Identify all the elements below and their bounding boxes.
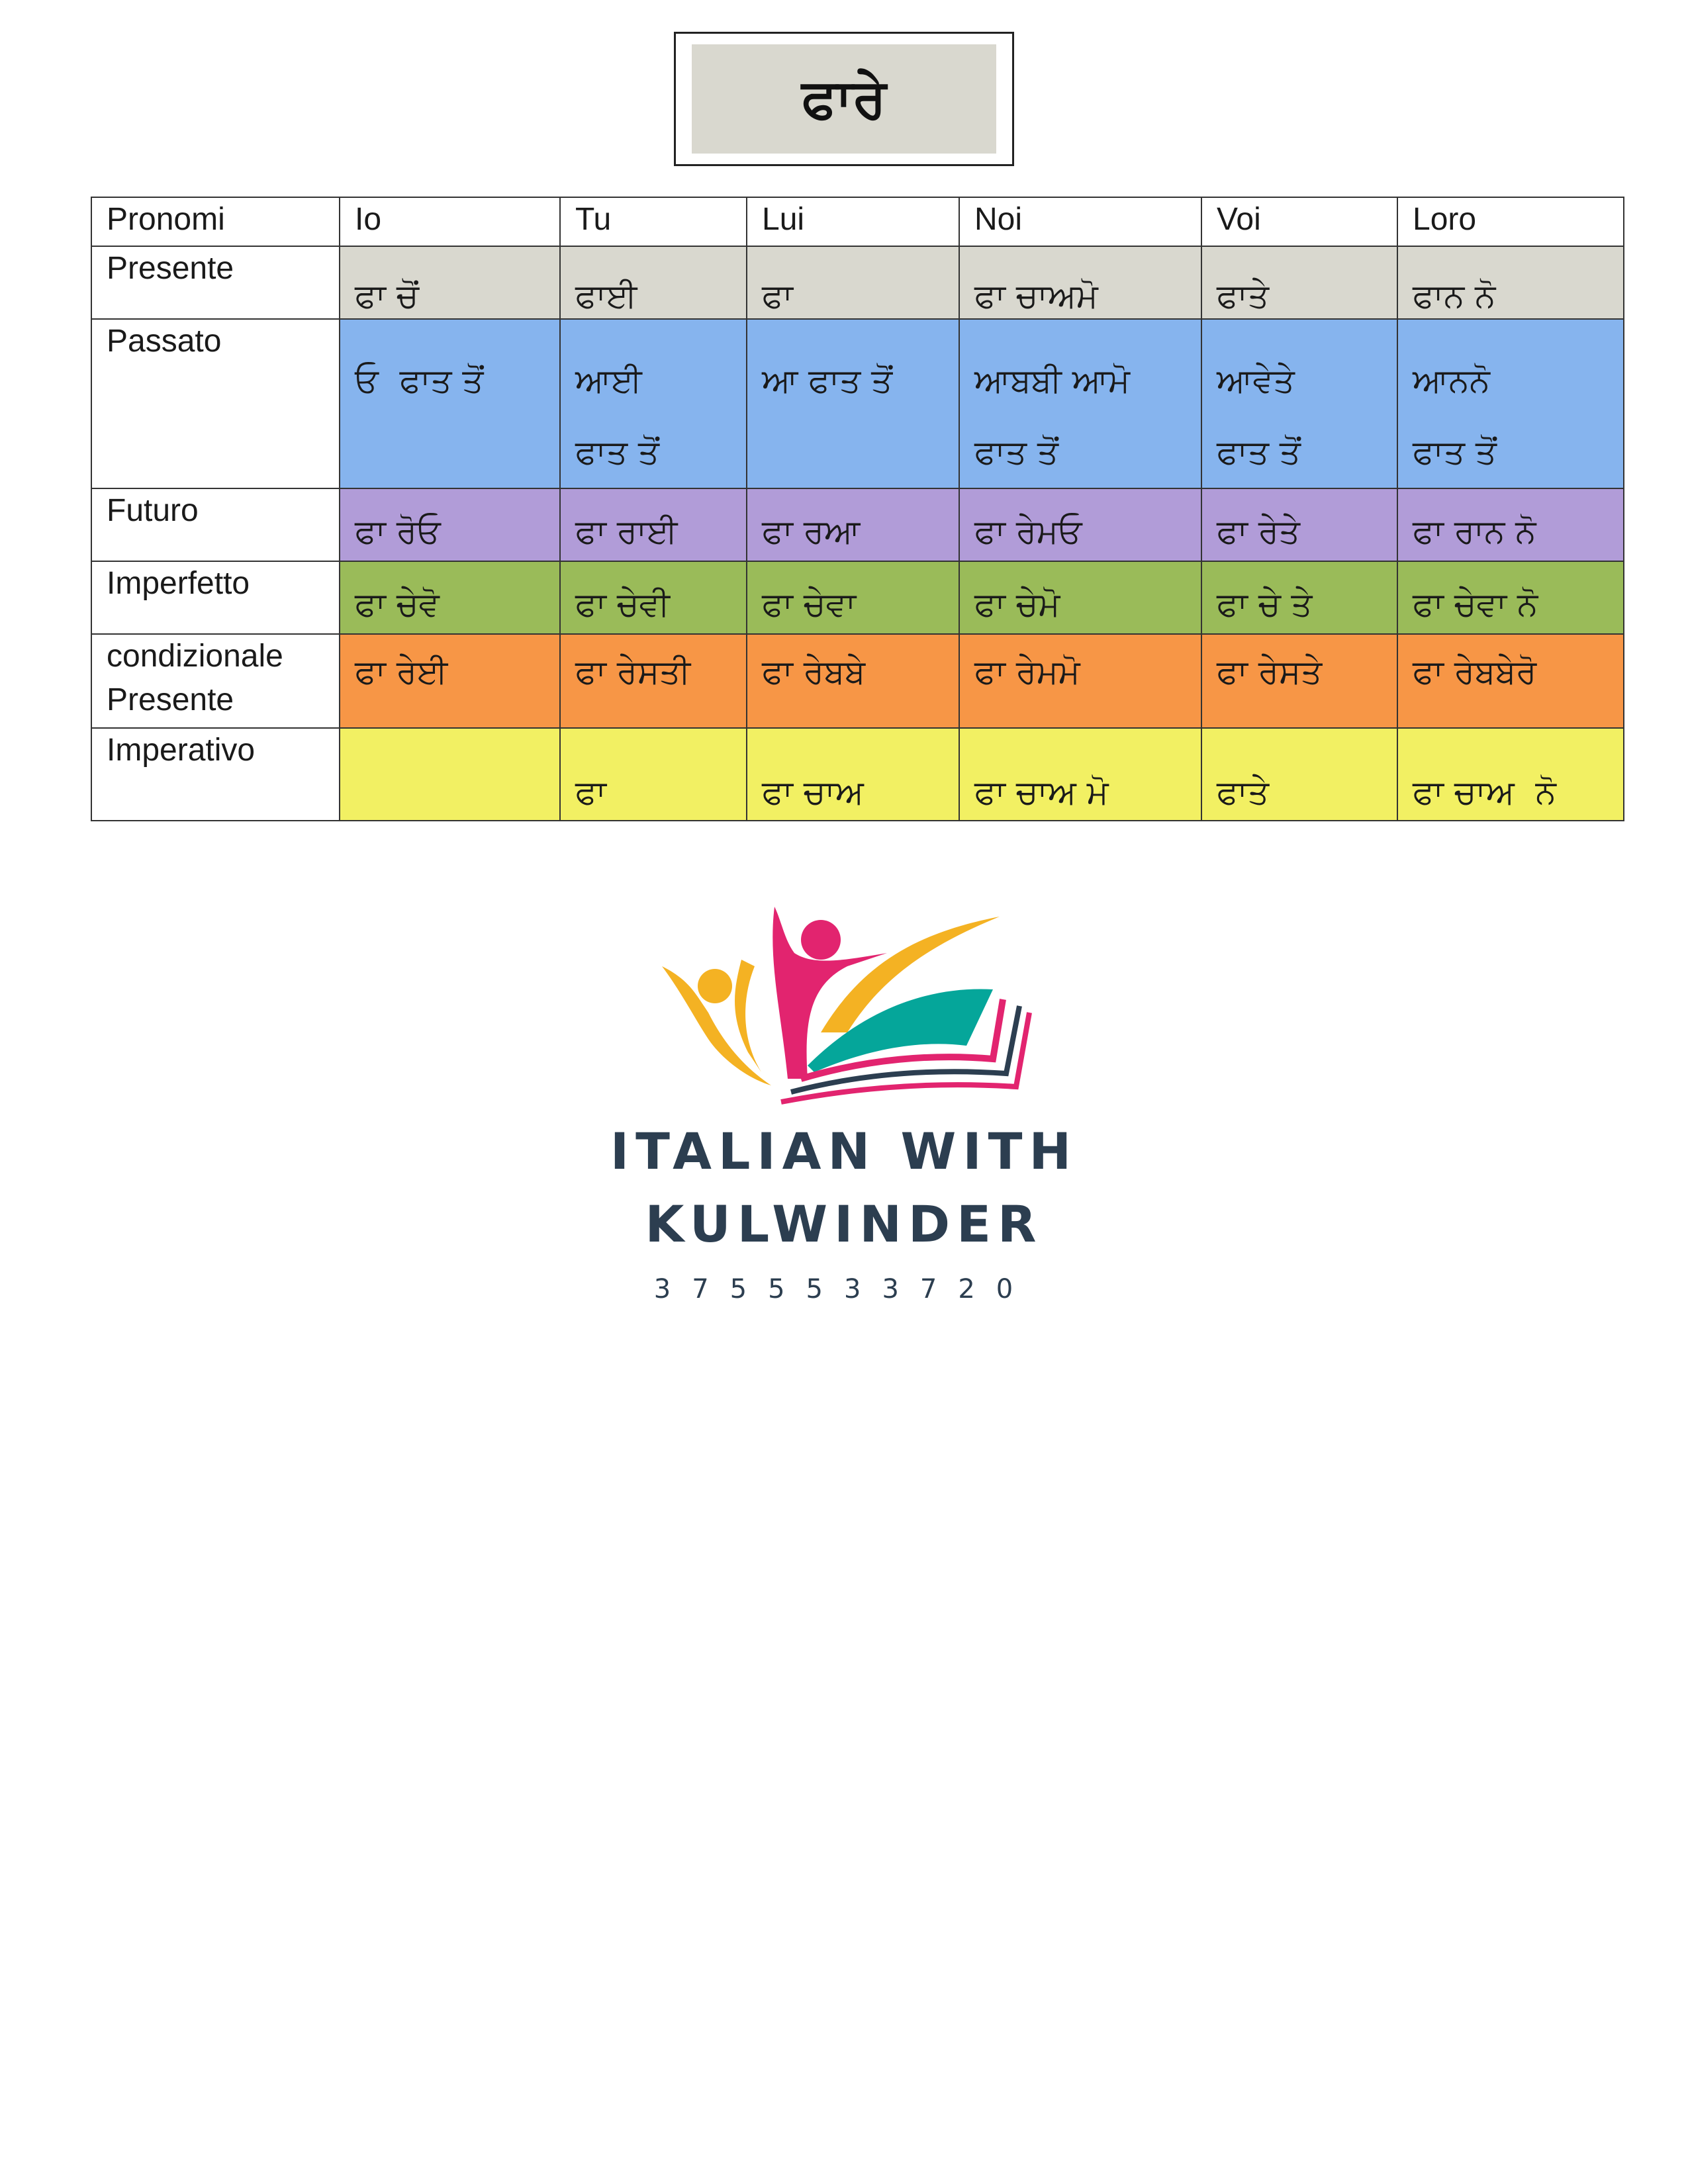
table-cell: ਫਾ ਚੇਵੋ xyxy=(340,561,560,634)
table-cell: ਫਾ ਚੇਮੋ xyxy=(959,561,1201,634)
table-cell: ਫਾਨ ਨੋ xyxy=(1397,246,1624,319)
table-cell: ਫਾ ਚਾਅ xyxy=(747,728,959,821)
table-cell: ਫਾ ਰਾਈ xyxy=(560,488,747,561)
header-lui: Lui xyxy=(747,197,959,246)
table-cell: ਫਾ ਰੇਸਤੀ xyxy=(560,634,747,728)
table-row xyxy=(91,246,1624,319)
table-cell: ਫਾ ਚੇਵੀ xyxy=(560,561,747,634)
table-cell: ਫਾ ਚਾਅਮੋ xyxy=(959,246,1201,319)
table-cell: ਫਾ ਰਆ xyxy=(747,488,959,561)
table-cell: ਫਾ ਰੋਓ xyxy=(340,488,560,561)
row-label: Passato xyxy=(91,319,340,488)
header-pronomi: Pronomi xyxy=(91,197,340,246)
table-cell: ਫਾਈ xyxy=(560,246,747,319)
conjugation-table xyxy=(91,197,1624,821)
brand-line-1: ITALIAN WITH xyxy=(610,1122,1078,1181)
table-cell: ਫਾ ਰੇਬਬੇ xyxy=(747,634,959,728)
table-cell: ਫਾ ਚੇ ਤੇ xyxy=(1201,561,1397,634)
table-cell: ਫਾ ਰੇਮਮੋ xyxy=(959,634,1201,728)
header-io: Io xyxy=(340,197,560,246)
table-cell: ਫਾ ਰੇਮਓ xyxy=(959,488,1201,561)
table-cell: ਫਾ xyxy=(560,728,747,821)
table-cell: ਫਾ ਚਾਅ ਨੋ xyxy=(1397,728,1624,821)
table-cell: ਫਾ ਰੇਤੇ xyxy=(1201,488,1397,561)
table-cell: ਫਾ ਰੇਬਬੇਰੋ xyxy=(1397,634,1624,728)
header-loro: Loro xyxy=(1397,197,1624,246)
row-label: Futuro xyxy=(91,488,340,561)
page-title: ਫਾਰੇ xyxy=(692,44,996,154)
table-row xyxy=(91,728,1624,821)
table-cell: ਫਾ ਚੇਵਾ xyxy=(747,561,959,634)
phone-number: 3755533720 xyxy=(653,1274,1035,1304)
header-noi: Noi xyxy=(959,197,1201,246)
table-row xyxy=(91,634,1624,728)
row-label: Presente xyxy=(91,246,340,319)
table-cell: ਫਾਤੇ xyxy=(1201,246,1397,319)
table-row xyxy=(91,488,1624,561)
yellow-figure-arm xyxy=(735,960,761,1072)
row-label: Imperfetto xyxy=(91,561,340,634)
table-cell xyxy=(340,728,560,821)
table-header-row xyxy=(91,197,1624,246)
table-row xyxy=(91,561,1624,634)
header-tu: Tu xyxy=(560,197,747,246)
table-cell: ਆਈ ਫਾਤ ਤੋਂ xyxy=(560,319,747,488)
row-label: condizionale Presente xyxy=(91,634,340,728)
table-cell: ਫਾ xyxy=(747,246,959,319)
table-cell: ਆਬਬੀ ਆਮੋ ਫਾਤ ਤੋਂ xyxy=(959,319,1201,488)
row-label: Imperativo xyxy=(91,728,340,821)
italian-with-kulwinder-logo xyxy=(649,880,1046,1105)
table-row xyxy=(91,319,1624,488)
table-cell: ਆਵੇਤੇ ਫਾਤ ਤੋਂ xyxy=(1201,319,1397,488)
table-cell: ਫਾ ਚੋਂ xyxy=(340,246,560,319)
table-cell: ਫਾ ਰਾਨ ਨੋ xyxy=(1397,488,1624,561)
table-cell: ਆ ਫਾਤ ਤੋਂ xyxy=(747,319,959,488)
yellow-figure-head xyxy=(698,969,732,1003)
pink-figure-head xyxy=(801,920,841,960)
table-cell: ਆਨਨੋ ਫਾਤ ਤੋਂ xyxy=(1397,319,1624,488)
header-voi: Voi xyxy=(1201,197,1397,246)
title-box xyxy=(674,32,1014,166)
table-cell: ਓ ਫਾਤ ਤੋਂ xyxy=(340,319,560,488)
table-cell: ਫਾ ਚੇਵਾ ਨੋ xyxy=(1397,561,1624,634)
table-cell: ਫਾ ਰੇਸਤੇ xyxy=(1201,634,1397,728)
table-cell: ਫਾਤੇ xyxy=(1201,728,1397,821)
table-cell: ਫਾ ਰੇਈ xyxy=(340,634,560,728)
table-cell: ਫਾ ਚਾਅ ਮੋ xyxy=(959,728,1201,821)
brand-line-2: KULWINDER xyxy=(645,1195,1043,1253)
